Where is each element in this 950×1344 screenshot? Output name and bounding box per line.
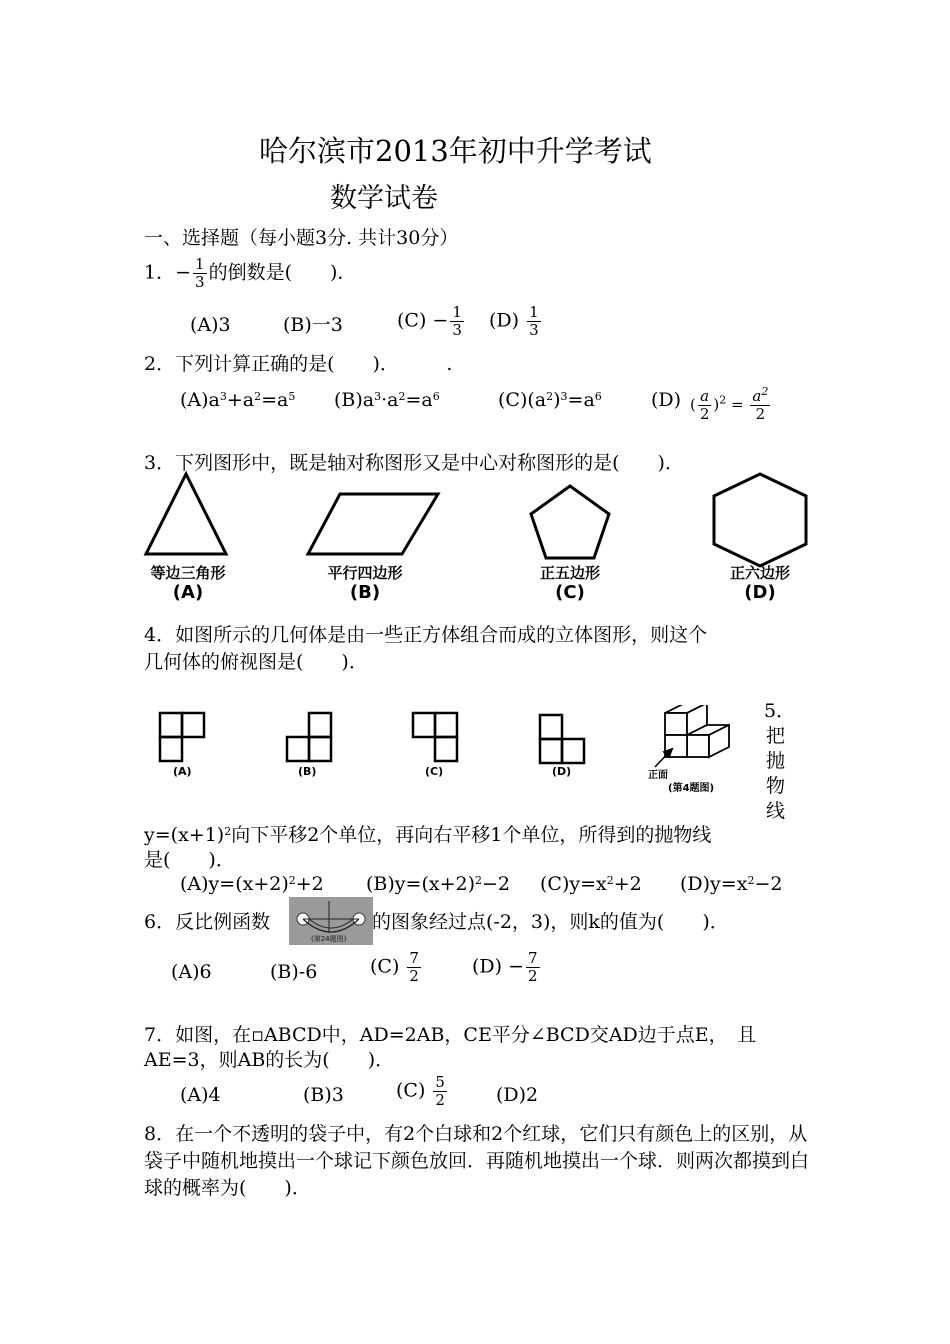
q1-c-fraction: $\frac{1}{3}$: [452, 303, 462, 339]
section-heading: 一、选择题（每小题3分. 共计30分）: [144, 227, 459, 249]
q3-label-d-letter: (D): [744, 582, 776, 603]
q7-option-c: (C) $\frac{5}{2}$: [396, 1073, 445, 1109]
q5-vert-0: 5．: [764, 700, 796, 722]
question-8: 8．在一个不透明的袋子中，有2个白球和2个红球，它们只有颜色上的区别，从袋子中随机地摸出一个球记下颜色放回．再随机地摸出一个球．则两次都摸到白球的概率为( )．: [144, 1123, 810, 1199]
hexagon-shape: [714, 474, 806, 566]
q7-option-b: (B)3: [303, 1084, 344, 1106]
q4-solid-figure: [655, 705, 729, 767]
question-3: 3．下列图形中，既是轴对称图形又是中心对称图形的是( )．: [144, 452, 684, 474]
q5-vert-4: 线: [766, 800, 786, 822]
q2-option-a: $(A)a^3+a^2=a^5$: [180, 389, 296, 411]
q1-neg: −: [175, 261, 192, 284]
question-5-line1: $y=(x+1)^2$向下平移2个单位，再向右平移1个单位，所得到的抛物线: [144, 824, 712, 846]
q2-option-d-label: (D): [651, 389, 682, 411]
q7-c-fraction: $\frac{5}{2}$: [435, 1073, 445, 1109]
q1-d-fraction: $\frac{1}{3}$: [529, 303, 539, 339]
equilateral-triangle-shape: [146, 474, 226, 554]
pentagon-shape: [531, 486, 609, 558]
q4-label-d: (D): [552, 765, 572, 778]
q2-option-d-formula: ( $\frac{a}{2}$ )$^2$ = $\frac{a^2}{2}$: [690, 385, 769, 423]
q3-label-b-letter: (B): [349, 582, 381, 603]
q5-option-b: $(B)y=(x+2)^2-2$: [366, 873, 511, 895]
question-7-line1: 7．如图，在▫ABCD中，AD=2AB，CE平分∠BCD交AD边于点E， 且: [144, 1024, 757, 1046]
q1-option-c: (C) − $\frac{1}{3}$: [397, 303, 462, 339]
question-4-line1: 4．如图所示的几何体是由一些正方体组合而成的立体图形，则这个: [144, 624, 708, 646]
q3-label-a-letter: (A): [172, 582, 204, 603]
q1-option-a: (A)3: [190, 314, 231, 336]
q2-option-c: $(C)(a^2)^3=a^6$: [498, 389, 602, 411]
q4-label-a: (A): [173, 765, 192, 778]
q6-inline-image: [289, 897, 373, 945]
q4-figure-caption: (第4题图): [668, 783, 715, 794]
q4-front-label: 正面: [648, 770, 668, 781]
question-5-line2: 是( )．: [144, 849, 235, 871]
question-6-pre: 6．反比例函数: [144, 911, 271, 933]
page-subtitle: 数学试卷: [330, 183, 438, 214]
q3-label-c-name: 正五边形: [539, 564, 600, 582]
q6-image-caption: (第24题图): [311, 935, 347, 943]
parallelogram-shape: [308, 494, 438, 554]
q7-option-d: (D)2: [496, 1084, 539, 1106]
q3-label-d-name: 正六边形: [729, 564, 790, 582]
question-4-line2: 几何体的俯视图是( )．: [144, 651, 368, 673]
q3-label-c-letter: (C): [555, 582, 585, 603]
q4-view-a: [160, 713, 204, 761]
q6-c-fraction: $\frac{7}{2}$: [409, 949, 419, 985]
q1-option-d: (D) $\frac{1}{3}$: [489, 303, 539, 339]
q3-label-a-name: 等边三角形: [150, 564, 226, 582]
q6-d-fraction: $\frac{7}{2}$: [528, 949, 538, 985]
q4-label-c: (C): [425, 765, 444, 778]
q1-option-b: (B)一3: [283, 314, 343, 336]
q5-vert-3: 物: [766, 775, 786, 797]
q1-fraction: $\frac{1}{3}$: [195, 255, 205, 291]
q2-option-b: $(B)a^3\cdot a^2=a^6$: [334, 389, 440, 411]
q5-vert-1: 把: [766, 725, 786, 747]
q5-option-a: $(A)y=(x+2)^2+2$: [180, 873, 324, 895]
question-2: 2．下列计算正确的是( )． .: [144, 353, 453, 375]
q5-vert-2: 抛: [766, 750, 786, 772]
q6-option-d: (D) − $\frac{7}{2}$: [472, 949, 538, 985]
q4-label-b: (B): [298, 765, 317, 778]
q4-view-b: [287, 713, 331, 761]
q7-option-a: (A)4: [180, 1084, 221, 1106]
q3-label-b-name: 平行四边形: [327, 564, 403, 582]
page-title: 哈尔滨市2013年初中升学考试: [259, 134, 652, 168]
q5-option-c: $(C)y=x^2+2$: [540, 873, 642, 895]
q6-option-b: (B)-6: [270, 961, 318, 983]
q4-view-d: [540, 715, 584, 763]
question-7-line2: AE=3，则AB的长为( )．: [144, 1049, 395, 1071]
q6-option-c: (C) $\frac{7}{2}$: [370, 949, 419, 985]
q5-option-d: $(D)y=x^2-2$: [680, 873, 783, 895]
q4-view-c: [413, 713, 457, 761]
q3-shapes: [130, 468, 830, 568]
question-6-post: 的图象经过点(-2，3)，则k的值为( )．: [372, 911, 729, 933]
q1-number: 1．: [144, 261, 176, 284]
q6-option-a: (A)6: [171, 961, 212, 983]
question-1: [144, 256, 356, 291]
q1-text: 的倒数是( )．: [208, 261, 357, 284]
